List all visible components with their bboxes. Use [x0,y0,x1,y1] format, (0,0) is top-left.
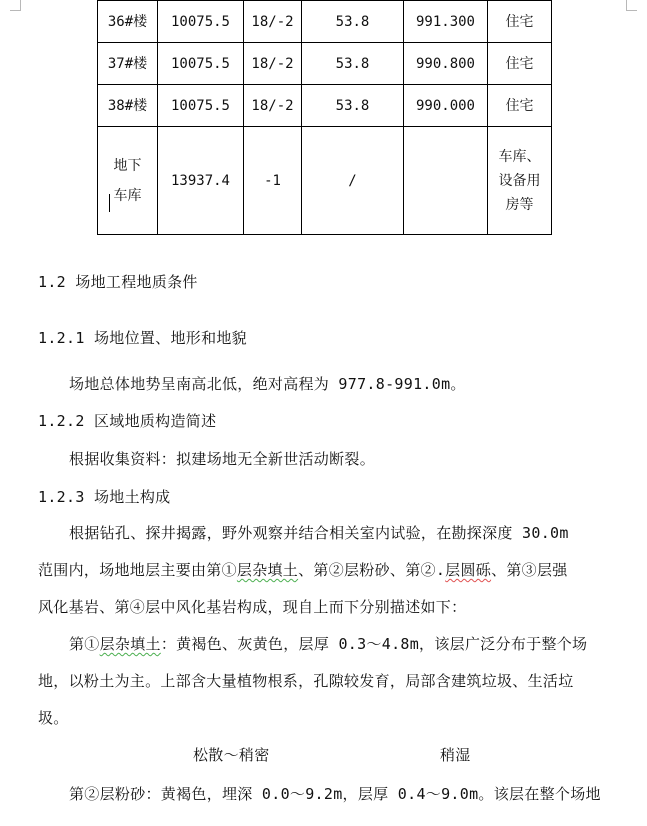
table-row [98,85,552,127]
cell-height: / [302,127,404,235]
garage-name-line1: 地下 [113,157,142,174]
cell-use: 住宅 [488,1,552,43]
cell-floors: -1 [244,127,302,235]
cell-floors: 18/-2 [244,1,302,43]
cell-floors: 18/-2 [244,43,302,85]
cell-building-name: 37#楼 [98,43,158,85]
paragraph-layer1-line: 第①层杂填土：黄褐色、灰黄色，层厚 0.3～4.8m，该层广泛分布于整个场 [69,635,588,653]
paragraph-layer2: 第②层粉砂：黄褐色，埋深 0.0～9.2m，层厚 0.4～9.0m。该层在整个场地 [69,785,601,803]
heading-1-2: 1.2 场地工程地质条件 [38,273,198,291]
spelling-flag: 层圆砾 [445,561,492,579]
garage-name-line2: 车库 [113,187,142,204]
grammar-flag: 层杂填土 [99,635,161,653]
table-row-garage [98,127,552,235]
cell-area: 10075.5 [158,85,244,127]
building-table [97,0,552,235]
cell-floors: 18/-2 [244,85,302,127]
cell-elevation: 991.300 [404,1,488,43]
heading-1-2-1: 1.2.1 场地位置、地形和地貌 [38,329,247,347]
paragraph-layer1-line: 地，以粉土为主。上部含大量植物根系，孔隙较发育，局部含建筑垃圾、生活垃 [38,672,574,690]
table-row [98,43,552,85]
paragraph-soil-line: 范围内，场地地层主要由第①层杂填土、第②层粉砂、第②.层圆砾、第③层强 [38,561,568,579]
garage-use-line1: 车库、 [498,148,541,165]
heading-1-2-3: 1.2.3 场地土构成 [38,488,171,506]
moisture-label: 稍湿 [440,746,471,764]
cell-height: 53.8 [302,43,404,85]
cell-building-name: 38#楼 [98,85,158,127]
cell-height: 53.8 [302,85,404,127]
cell-height: 53.8 [302,1,404,43]
text-cursor [109,194,110,212]
page-corner-mark [10,0,21,11]
density-label: 松散～稍密 [193,746,270,764]
cell-elevation: 990.000 [404,85,488,127]
paragraph-soil-line: 根据钻孔、探井揭露，野外观察并结合相关室内试验，在勘探深度 30.0m [69,524,569,542]
cell-building-name [98,127,158,235]
cell-use: 住宅 [488,85,552,127]
cell-elevation [404,127,488,235]
cell-building-name: 36#楼 [98,1,158,43]
paragraph-soil-line: 风化基岩、第④层中风化基岩构成，现自上而下分别描述如下： [38,598,467,616]
page-corner-mark [626,0,637,11]
cell-area: 10075.5 [158,43,244,85]
heading-1-2-2: 1.2.2 区域地质构造简述 [38,412,217,430]
paragraph-geology: 根据收集资料：拟建场地无全新世活动断裂。 [69,450,376,468]
cell-area: 10075.5 [158,1,244,43]
paragraph-layer1-line: 圾。 [38,709,69,727]
garage-use-line2: 设备用 [498,172,541,189]
cell-elevation: 990.800 [404,43,488,85]
grammar-flag: 层杂填土 [236,561,299,579]
paragraph-terrain: 场地总体地势呈南高北低，绝对高程为 977.8-991.0m。 [69,375,466,393]
cell-area: 13937.4 [158,127,244,235]
garage-use-line3: 房等 [505,196,534,213]
table-row [98,1,552,43]
cell-use [488,127,552,235]
cell-use: 住宅 [488,43,552,85]
